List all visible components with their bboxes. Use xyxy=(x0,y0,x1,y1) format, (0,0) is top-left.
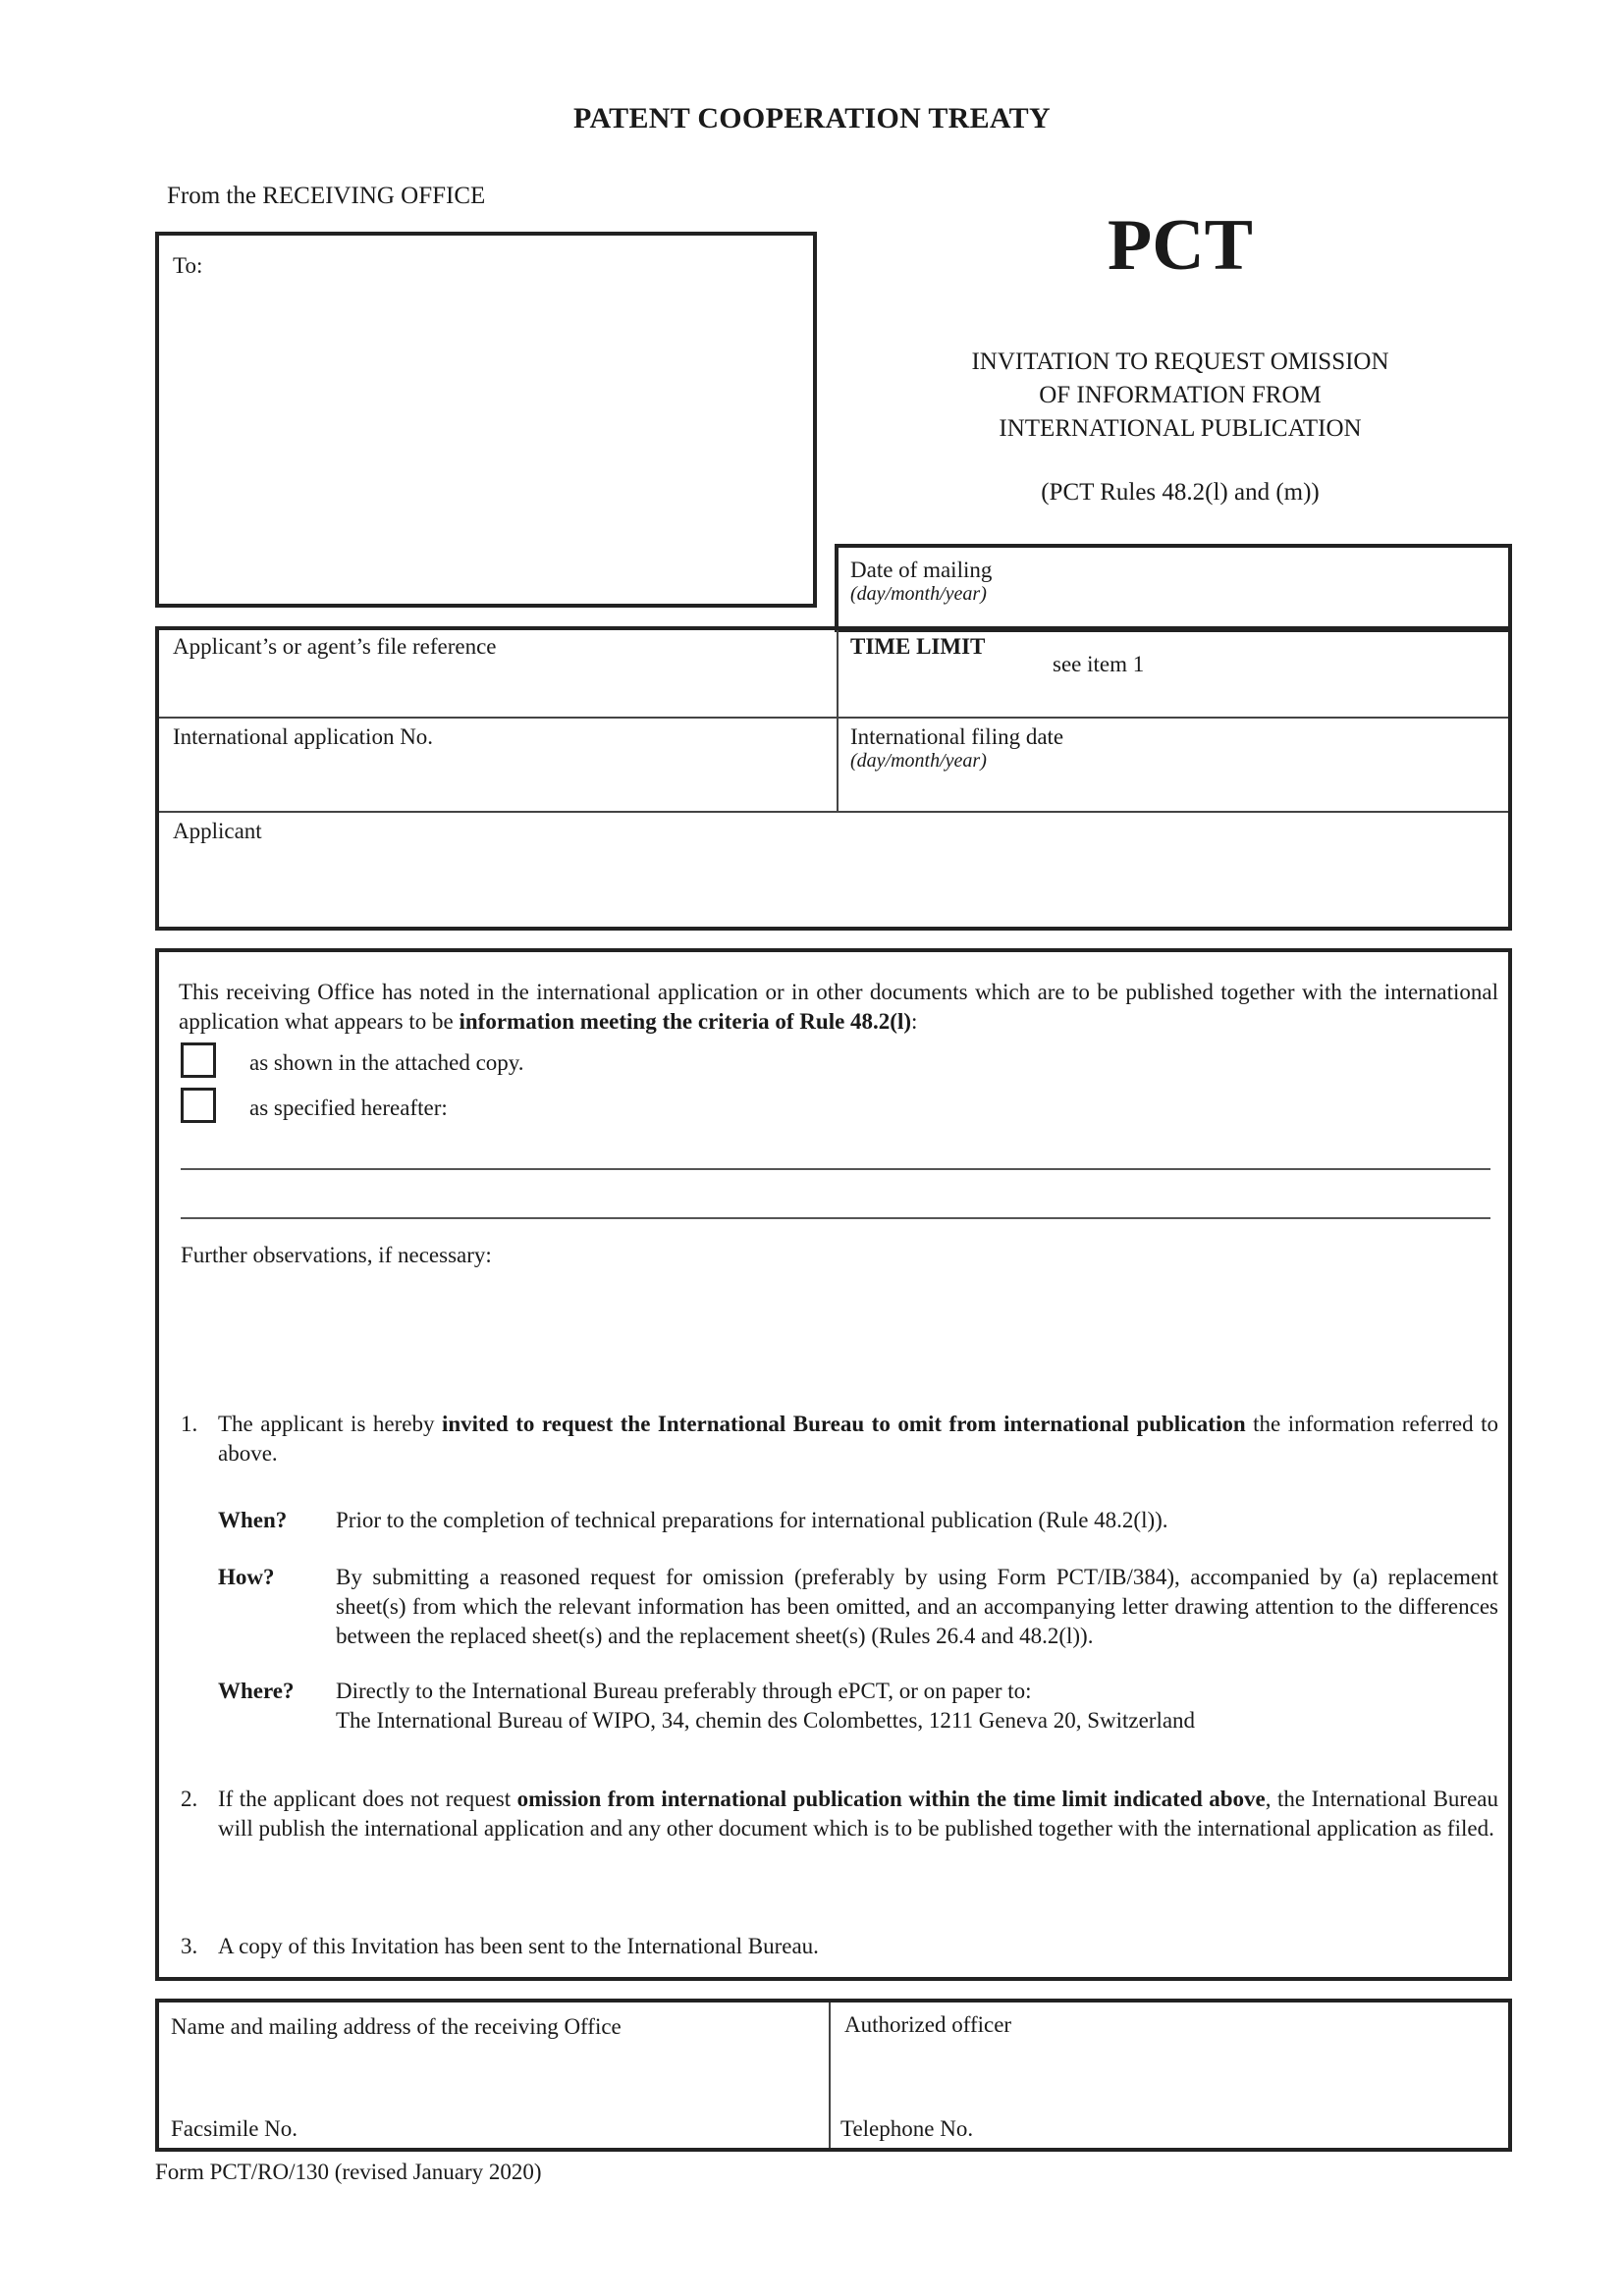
time-limit-label: TIME LIMIT xyxy=(850,634,986,659)
grid-divider-vertical xyxy=(837,630,839,813)
invitation-body xyxy=(155,948,1512,1981)
pct-logo-text: PCT xyxy=(1108,205,1253,286)
addressee-box[interactable] xyxy=(155,232,817,608)
treaty-title: PATENT COOPERATION TREATY xyxy=(573,102,1051,134)
date-of-mailing-label: Date of mailing xyxy=(850,558,993,582)
item-2-number: 2. xyxy=(181,1787,198,1811)
specified-hereafter-label: as specified hereafter: xyxy=(249,1095,448,1120)
form-title xyxy=(817,346,1543,446)
signature-divider xyxy=(829,2002,831,2148)
signature-block xyxy=(155,1999,1512,2152)
grid-divider-2 xyxy=(159,811,1508,813)
time-limit-value: see item 1 xyxy=(1053,652,1145,676)
from-receiving-office: From the RECEIVING OFFICE xyxy=(167,183,486,209)
date-of-mailing-format: (day/month/year) xyxy=(850,583,987,605)
form-title-line-2: OF INFORMATION FROM xyxy=(1039,382,1322,408)
application-info-grid xyxy=(155,626,1512,931)
form-rules: (PCT Rules 48.2(l) and (m)) xyxy=(1041,479,1320,506)
date-of-mailing-box[interactable] xyxy=(835,544,1512,632)
to-label: To: xyxy=(173,253,203,278)
intro-text: This receiving Office has noted in the international application or in other documents which are to be published together with the international application what appears to be xyxy=(179,980,1498,1034)
filing-date-format: (day/month/year) xyxy=(850,750,987,772)
applicant-label: Applicant xyxy=(173,819,262,843)
filing-date-label: International filing date xyxy=(850,724,1064,749)
where-text-2: The International Bureau of WIPO, 34, chemin des Colombettes, 1211 Geneva 20, Switzerland xyxy=(336,1708,1196,1733)
item-2-text-bold: omission from international publication within the time limit indicated above xyxy=(516,1787,1266,1811)
attached-copy-label: as shown in the attached copy. xyxy=(249,1050,524,1075)
form-title-line-3: INTERNATIONAL PUBLICATION xyxy=(999,415,1362,442)
form-title-line-1: INVITATION TO REQUEST OMISSION xyxy=(971,348,1389,375)
item-2-text-b: , the International Bureau will publish the international application and any other document which is to be published together with the international application as filed. xyxy=(218,1787,1498,1841)
item-3-number: 3. xyxy=(181,1934,198,1958)
how-label: How? xyxy=(218,1565,275,1589)
specified-line-2[interactable] xyxy=(181,1217,1490,1219)
item-1-text-bold: invited to request the International Bureau to omit from international publication xyxy=(441,1412,1246,1436)
when-text: Prior to the completion of technical preparations for international publication (Rule 48.2(l)). xyxy=(336,1508,1168,1532)
item-1-number: 1. xyxy=(181,1412,198,1436)
item-1-text-a: The applicant is hereby xyxy=(218,1412,442,1436)
telephone-label: Telephone No. xyxy=(840,2116,974,2141)
item-2-text xyxy=(218,1785,1498,1843)
when-label: When? xyxy=(218,1508,288,1532)
grid-divider-1 xyxy=(159,717,1508,719)
intro-paragraph xyxy=(179,978,1498,1037)
how-text: By submitting a reasoned request for omission (preferably by using Form PCT/IB/384), accompanied by (a) replacement sheet(s) from which the relevant information has been omitted, and an accompanying letter drawing attention to the differences between the replaced sheet(s) and the replacement sheet(s) (Rules 26.4 and 48.2(l)). xyxy=(336,1565,1498,1648)
intro-bold: information meeting the criteria of Rule 48.2(l) xyxy=(459,1009,912,1034)
where-label: Where? xyxy=(218,1679,295,1703)
specified-line-1[interactable] xyxy=(181,1168,1490,1170)
item-3-text: A copy of this Invitation has been sent to the International Bureau. xyxy=(218,1934,819,1958)
specified-hereafter-checkbox[interactable] xyxy=(181,1088,216,1123)
authorized-officer-label: Authorized officer xyxy=(844,2012,1012,2037)
facsimile-label: Facsimile No. xyxy=(171,2116,298,2141)
where-text-1: Directly to the International Bureau preferably through ePCT, or on paper to: xyxy=(336,1679,1032,1703)
observations-label: Further observations, if necessary: xyxy=(181,1243,492,1267)
item-1-text xyxy=(218,1410,1498,1468)
item-1-text-b: the information referred to above. xyxy=(218,1412,1498,1466)
file-reference-label: Applicant’s or agent’s file reference xyxy=(173,634,497,659)
office-address-label: Name and mailing address of the receiving Office xyxy=(171,2014,622,2039)
attached-copy-checkbox[interactable] xyxy=(181,1042,216,1078)
item-2-text-a: If the applicant does not request xyxy=(218,1787,517,1811)
form-id: Form PCT/RO/130 (revised January 2020) xyxy=(155,2160,542,2184)
application-no-label: International application No. xyxy=(173,724,434,749)
intro-end: : xyxy=(911,1009,918,1034)
